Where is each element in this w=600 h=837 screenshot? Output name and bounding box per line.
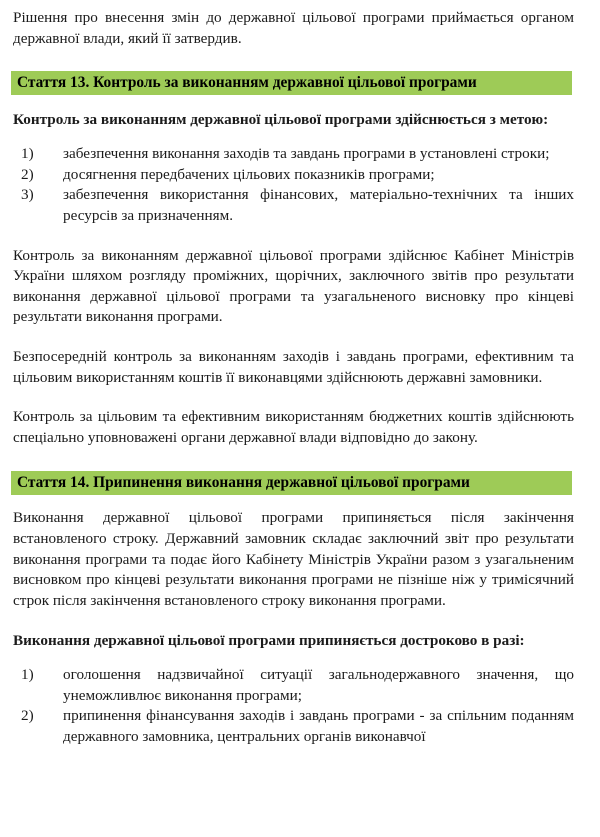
list-text: забезпечення виконання заходів та завдань програми в установлені строки; — [63, 145, 550, 163]
document-content — [13, 8, 574, 748]
list-text: досягнення передбачених цільових показників програми; — [63, 165, 435, 183]
article-14-heading: Стаття 14. Припинення виконання державної цільової програми — [11, 471, 572, 495]
article-13-paragraph-2: Безпосередній контроль за виконанням заходів і завдань програми, ефективним та цільовим використанням коштів її виконавцями здійснюють державні замовники. — [13, 347, 574, 386]
list-marker: 3) — [21, 186, 34, 204]
article-13-paragraph-3: Контроль за цільовим та ефективним використанням бюджетних коштів здійснюють спеціально уповноважені органи державної влади відповідно до закону. — [13, 408, 574, 446]
article-13-lead: Контроль за виконанням державної цільової програми здійснюється з метою: — [13, 111, 549, 129]
intro-paragraph: Рішення про внесення змін до державної цільової програми приймається органом державної влади, який її затвердив. — [13, 9, 574, 47]
article-13-paragraph-1: Контроль за виконанням державної цільової програми здійснює Кабінет Міністрів України шляхом розгляду проміжних, щорічних, заключного звітів про результати виконання державної цільової програми та узагальненого висновку про кінцеві результати виконання програми. — [13, 246, 574, 326]
list-item — [13, 165, 574, 186]
list-item — [13, 144, 574, 165]
list-marker: 2) — [21, 707, 34, 725]
list-item — [13, 665, 574, 706]
list-item — [13, 706, 574, 747]
list-text: забезпечення використання фінансових, матеріально-технічних та інших ресурсів за призначенням. — [63, 186, 574, 224]
article-13-list — [13, 144, 574, 226]
list-text: оголошення надзвичайної ситуації загальнодержавного значення, що унеможливлює виконання програми; — [63, 666, 574, 704]
article-13-heading: Стаття 13. Контроль за виконанням державної цільової програми — [11, 71, 572, 95]
article-14-list — [13, 665, 574, 747]
list-marker: 1) — [21, 145, 34, 163]
article-14-lead: Виконання державної цільової програми припиняється достроково в разі: — [13, 632, 525, 650]
list-marker: 2) — [21, 165, 34, 183]
list-item — [13, 185, 574, 226]
list-marker: 1) — [21, 666, 34, 684]
article-13-heading-wrapper — [13, 71, 574, 95]
article-14-heading-wrapper — [13, 471, 574, 495]
article-14-paragraph-1: Виконання державної цільової програми припиняється після закінчення встановленого строку. Державний замовник складає заключний звіт про результати виконання програми та подає його Кабінету Міністрів України разом з узагальненим висновком про кінцеві результати виконання програми не пізніше ніж у тримісячний строк після закінчення встановленого строку виконання програми. — [13, 509, 574, 609]
list-text: припинення фінансування заходів і завдань програми - за спільним поданням державного замовника, центральних органів виконавчої — [63, 707, 574, 746]
